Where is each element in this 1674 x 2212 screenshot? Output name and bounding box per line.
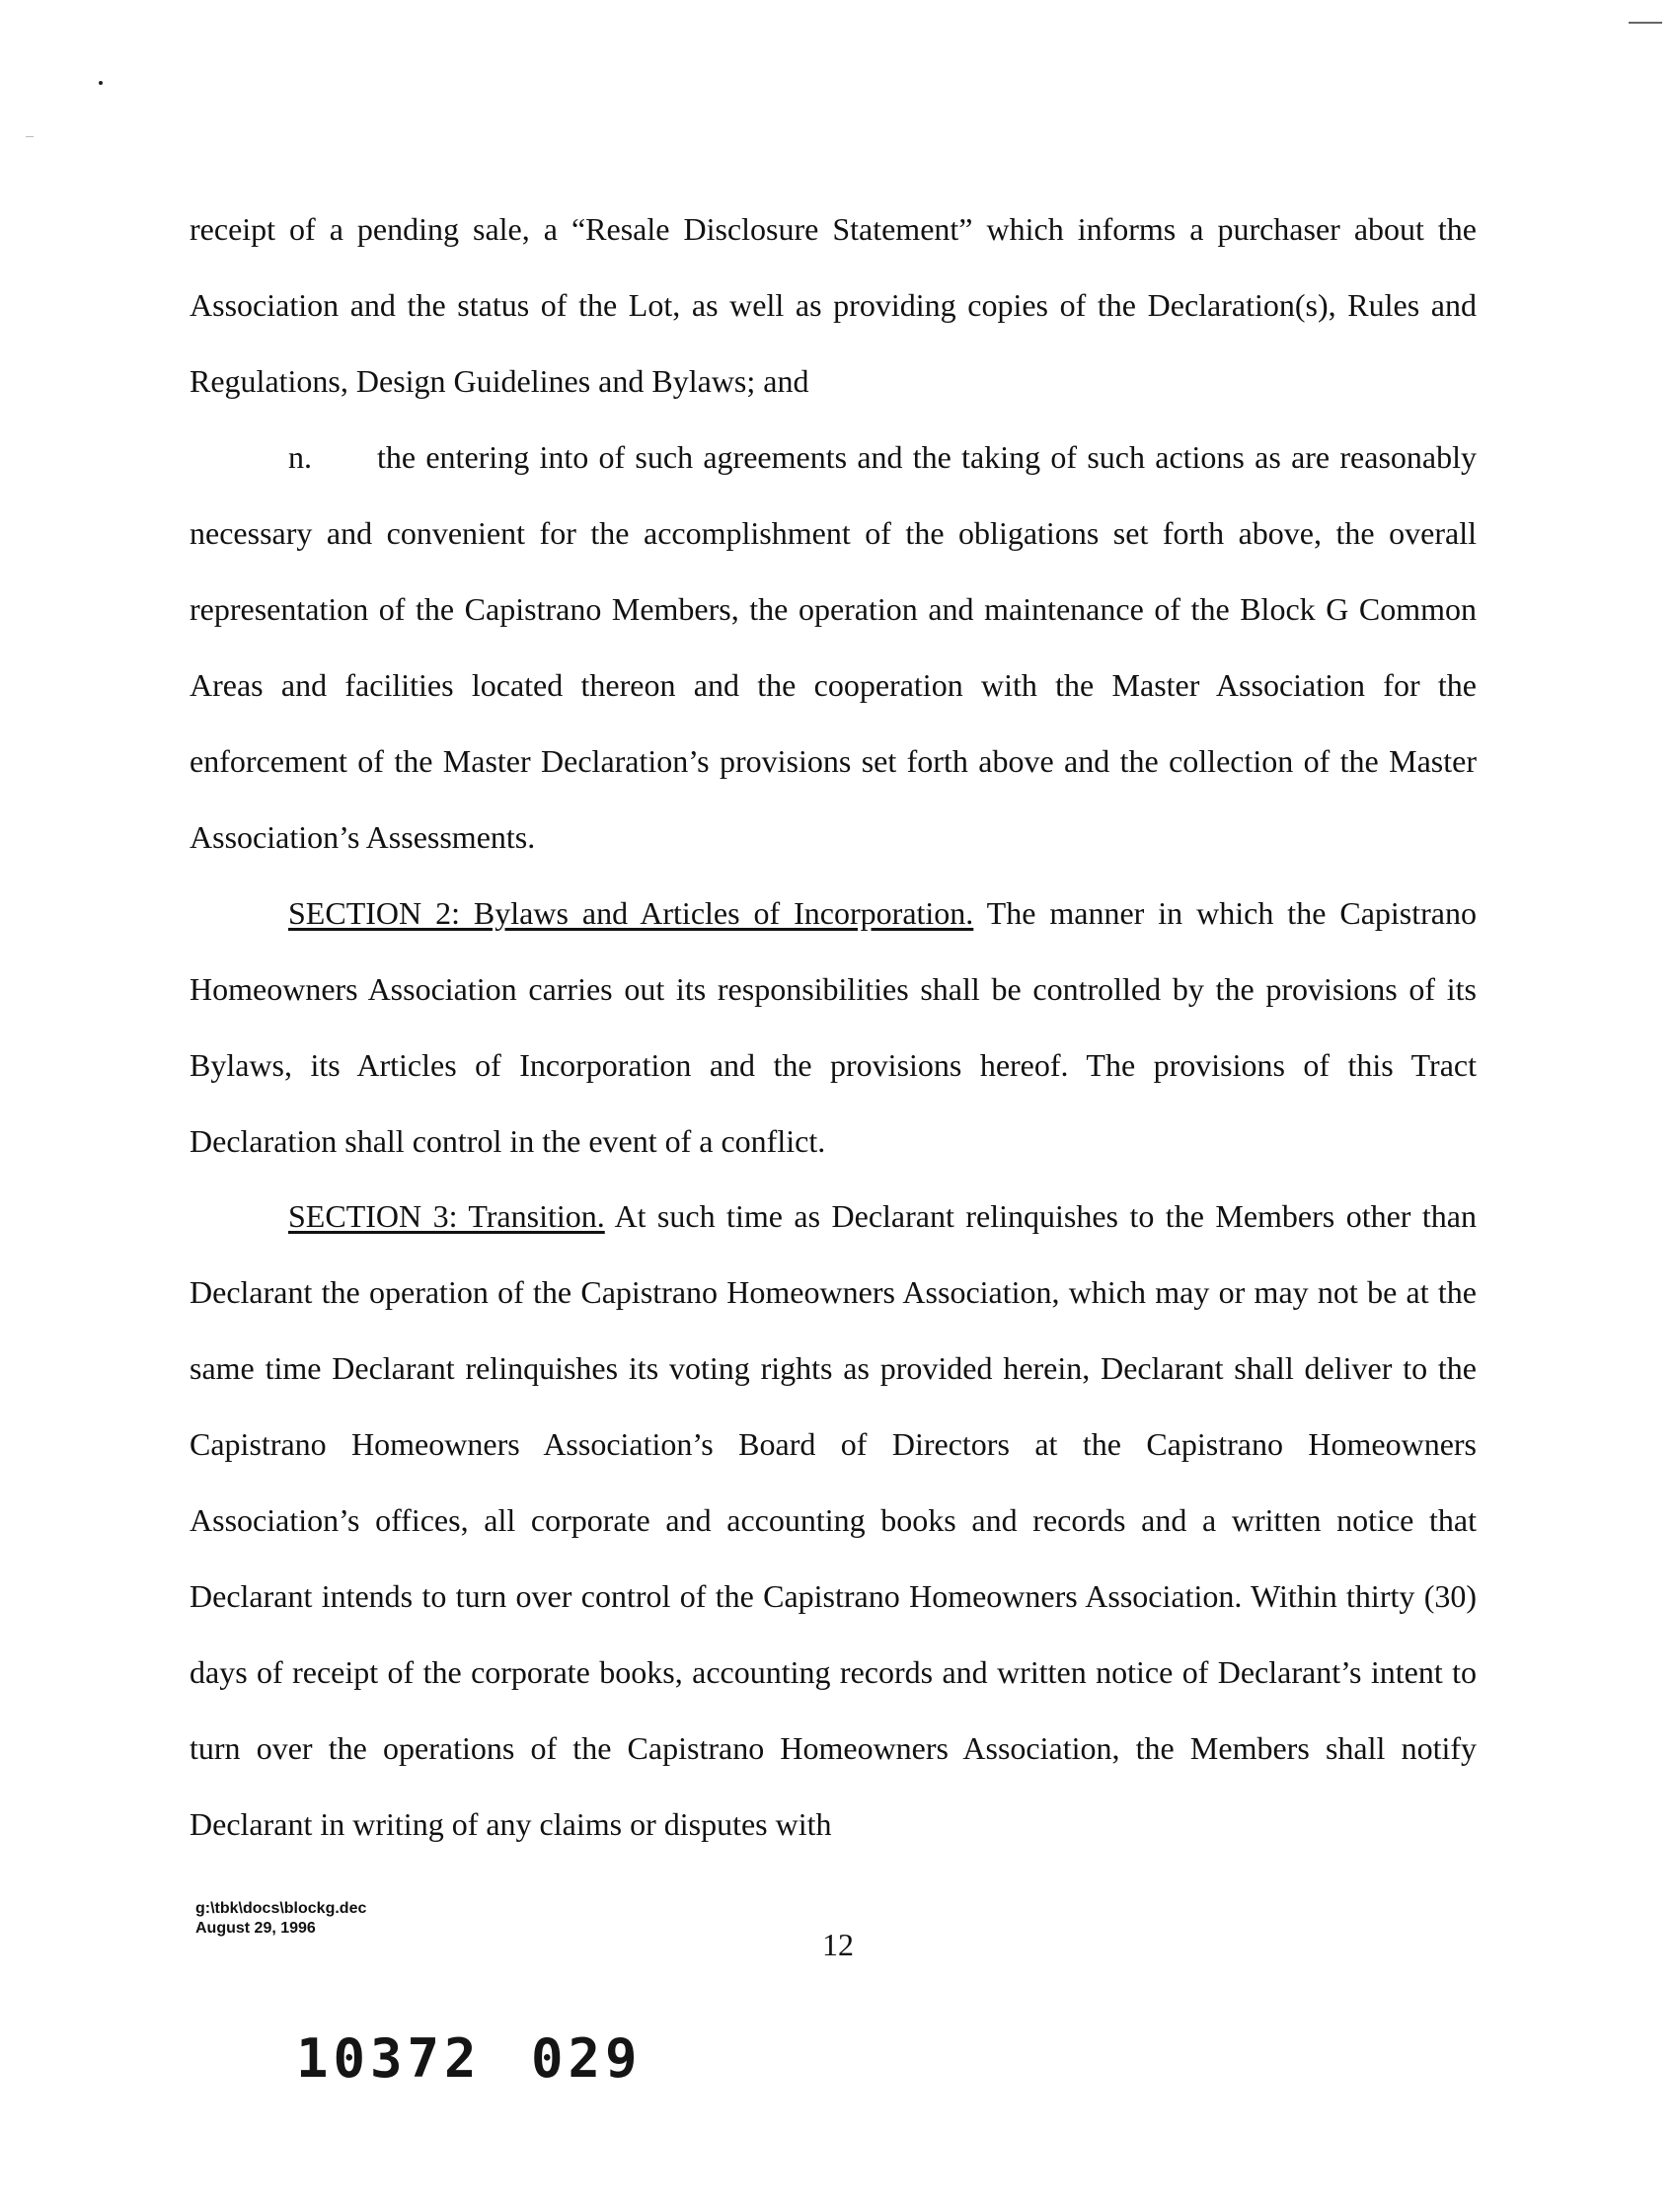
item-n-letter: n. [288, 439, 312, 475]
scan-speck-tick [26, 136, 34, 137]
scan-speck-dot [99, 81, 103, 85]
item-n-paragraph [190, 420, 1477, 876]
page-number: 12 [822, 1927, 854, 1962]
section-2-heading: SECTION 2: Bylaws and Articles of Incorporation. [288, 895, 974, 931]
recording-stamp-page: 029 [531, 2027, 643, 2090]
footer-file-path: g:\tbk\docs\blockg.dec [195, 1900, 367, 1917]
item-n-text: the entering into of such agreements and the taking of such actions as are reasonably necessary and convenient for the accomplishment of the obligations set forth above, the overall representation of the Capistrano Members, the operation and maintenance of the Block G Common Areas and facilities located thereon and the cooperation with the Master Association for the enforcement of the Master Declaration’s provisions set forth above and the collection of the Master Association’s Assessments. [190, 439, 1477, 855]
recording-stamp-book: 10372 [296, 2027, 482, 2090]
section-2-paragraph [190, 876, 1477, 1180]
scan-speck-line [1629, 22, 1662, 24]
section-3-heading: SECTION 3: Transition. [288, 1198, 605, 1234]
section-2-text: The manner in which the Capistrano Homeowners Association carries out its responsibilities shall be controlled by the provisions of its Bylaws, its Articles of Incorporation and the provisions hereof. The provisions of this Tract Declaration shall control in the event of a conflict. [190, 895, 1478, 1159]
section-3-paragraph [190, 1179, 1477, 1863]
footer-date: August 29, 1996 [195, 1920, 316, 1937]
section-3-text: At such time as Declarant relinquishes to the Members other than Declarant the operation of the Capistrano Homeowners Association, which may or may not be at the same time Declarant relinquishes its voting rights as provided herein, Declarant shall deliver to the Capistrano Homeowners Association’s Board of Directors at the Capistrano Homeowners Association’s offices, all corporate and accounting books and records and a written notice that Declarant intends to turn over control of the Capistrano Homeowners Association. Within thirty (30) days of receipt of the corporate books, accounting records and written notice of Declarant’s intent to turn over the operations of the Capistrano Homeowners Association, the Members shall notify Declarant in writing of any claims or disputes with [190, 1198, 1478, 1842]
paragraph-resale-disclosure: receipt of a pending sale, a “Resale Disclosure Statement” which informs a purchaser about the Association and the status of the Lot, as well as providing copies of the Declaration(s), Rules and Regulations, Design Guidelines and Bylaws; and [190, 211, 1477, 399]
